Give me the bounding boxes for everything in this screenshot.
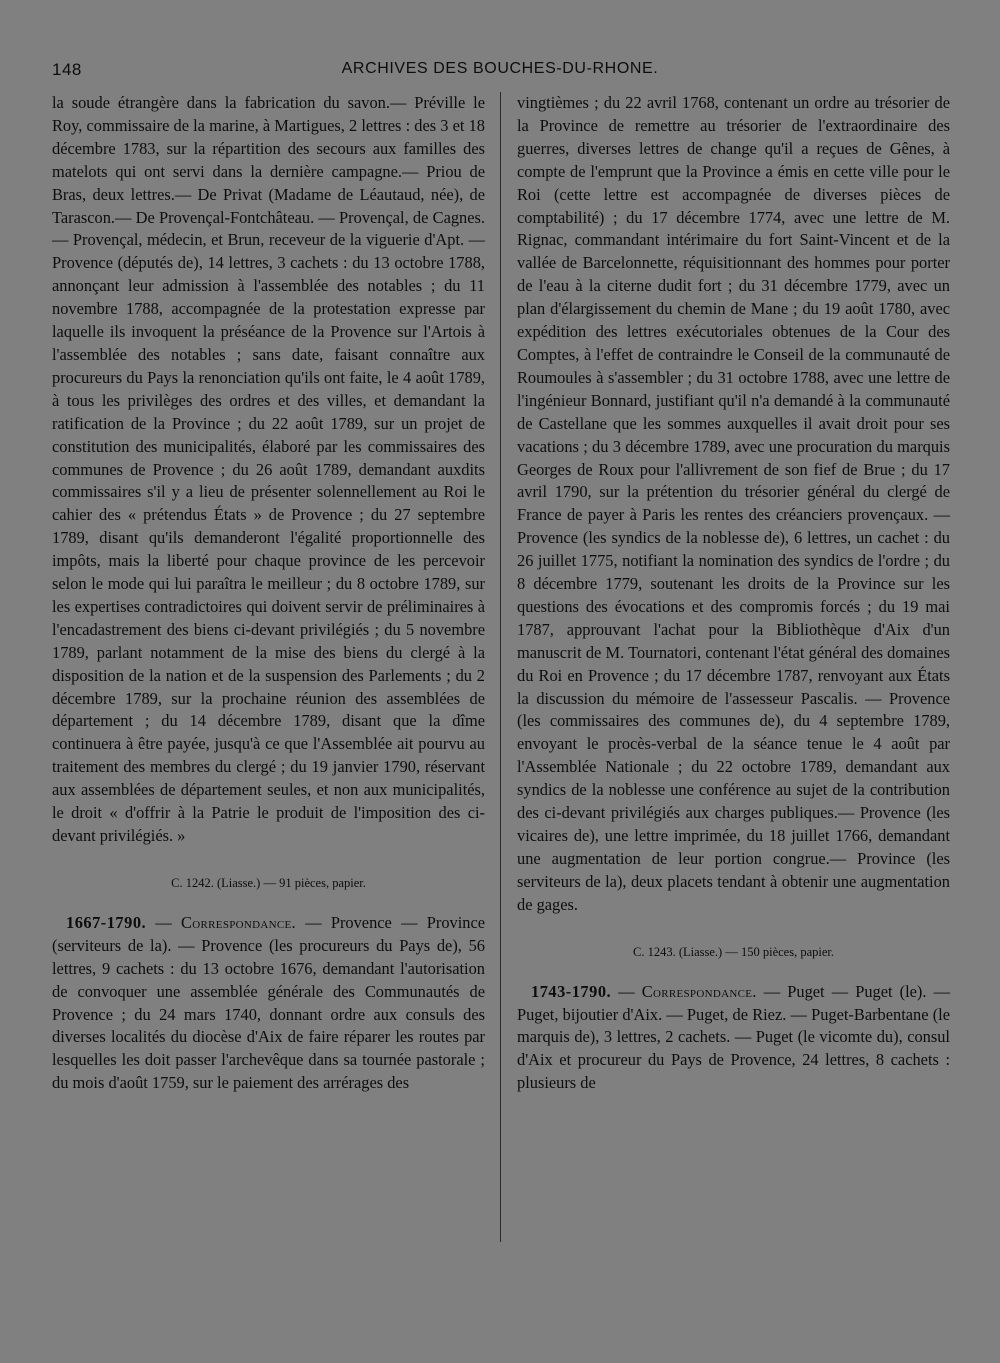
- entry-separator: —: [146, 912, 182, 932]
- lot-heading-c1242: C. 1242. (Liasse.) — 91 pièces, papier.: [171, 875, 366, 890]
- left-column: [52, 92, 485, 1095]
- page-number: 148: [52, 60, 82, 79]
- entry-c1242: [52, 912, 485, 1095]
- continuation-text-left: la soude étrangère dans la fabrication du savon.— Préville le Roy, commissaire de la marine, à Martigues, 2 lettres : des 3 et 18 décembre 1783, sur la répartition des secours aux familles des matelots qui ont servi dans la dernière campagne.— Priou de Bras, deux lettres.— De Privat (Madame de Léautaud, née), de Tarascon.— De Provençal-Fontchâteau. — Provençal, de Cagnes. — Provençal, médecin, et Brun, receveur de la viguerie d'Apt. — Provence (députés de), 14 lettres, 3 cachets : du 13 octobre 1788, annonçant leur admission à l'assemblée des notables ; du 11 novembre 1788, accompagnée de la protestation expresse par laquelle ils invoquent la préséance de la Provence sur l'Artois à l'assemblée des notables ; sans date, faisant connaître aux procureurs du Pays la renonciation qu'ils ont faite, le 4 août 1789, à tous les privilèges des ordres et des villes, et demandant la ratification de la Province ; du 22 août 1789, sur un projet de constitution des municipalités, élaboré par les commissaires des communes de Provence ; du 26 août 1789, demandant auxdits commissaires s'il y a lieu de présenter solennellement au Roi le cahier des « prétendus États » de Provence ; du 27 septembre 1789, disant qu'ils demanderont l'égalité proportionnelle des impôts, mais la liberté pour chaque province de les percevoir selon le mode qui lui paraîtra le meilleur ; du 8 octobre 1789, sur les expertises contradictoires qui doivent servir de préliminaires à l'encadastrement des biens ci-devant privilégiés ; du 5 novembre 1789, parlant notamment de la mise des biens du clergé à la disposition de la nation et de la suspension des Parlements ; du 2 décembre 1789, sur la prochaine réunion des assemblées de département ; du 14 décembre 1789, disant que la dîme continuera à être payée, jusqu'à ce que l'Assemblée ait pourvu au traitement des membres du clergé ; du 19 janvier 1790, réservant aux assemblées de département seules, et non aux municipalités, le droit « d'offrir à la Patrie le produit de l'imposition des ci-devant privilégiés. »: [52, 93, 485, 845]
- right-column: [517, 92, 950, 1095]
- continuation-text-right: vingtièmes ; du 22 avril 1768, contenant un ordre au trésorier de la Province de remettre au trésorier de l'extraordinaire des guerres, diverses lettres de change qu'il a reçues de Gênes, à compte de l'emprunt que la Province a émis en cette ville pour le Roi (cette lettre est accompagnée de diverses pièces de comptabilité) ; du 17 décembre 1774, avec une lettre de M. Rignac, commandant intérimaire du fort Saint-Vincent et de la vallée de Barcelonnette, réquisitionnant des hommes pour porter de l'eau à la citerne dudit fort ; du 31 décembre 1779, avec un plan d'élargissement du chemin de Mane ; du 19 août 1780, avec expédition des lettres exécutoriales obtenues de la Cour des Comptes, à l'effet de contraindre le Conseil de la communauté de Roumoules à s'assembler ; du 31 octobre 1788, avec une lettre de l'ingénieur Bonnard, justifiant qu'il n'a demandé à la communauté de Castellane que les sommes auxquelles il avait droit pour ses vacations ; du 3 décembre 1789, avec une procuration du marquis Georges de Roux pour l'allivrement de son fief de Brue ; du 17 avril 1790, sur la prétention du trésorier général du clergé de France de payer à Paris les rentes des créanciers provençaux. — Provence (les syndics de la noblesse de), 6 lettres, un cachet : du 26 juillet 1775, notifiant la nomination des syndics de l'ordre ; du 8 décembre 1779, soutenant les droits de la Province sur les questions des évocations et des compromis forcés ; du 19 mai 1787, approuvant l'achat pour la Bibliothèque d'Aix d'un manuscrit de M. Tournatori, contenant l'état général des domaines du Roi en Provence ; du 17 décembre 1787, renvoyant aux États la discussion du mémoire de l'assesseur Pascalis. — Provence (les commissaires des communes de), du 4 septembre 1789, envoyant le procès-verbal de la séance tenue le 4 août par l'Assemblée Nationale ; du 22 octobre 1789, demandant aux syndics de la noblesse une conférence au sujet de la contribution des ci-devant privilégiés aux charges publiques.— Provence (les vicaires de), une lettre imprimée, du 18 juillet 1766, demandant une augmentation de leur portion congrue.— Province (les serviteurs de la), deux placets tendant à obtenir une augmentation de gages.: [517, 93, 950, 914]
- entry-heading: Correspondance.: [181, 912, 296, 932]
- entry-dates: 1743-1790.: [531, 981, 612, 1001]
- running-head: [52, 60, 948, 88]
- entry-separator: —: [611, 981, 642, 1001]
- lot-heading-c1243: C. 1243. (Liasse.) — 150 pièces, papier.: [633, 944, 834, 959]
- column-divider: [500, 92, 501, 1242]
- entry-dates: 1667-1790.: [66, 912, 147, 932]
- entry-text: — Provence — Province (serviteurs de la). — Provence (les procureurs du Pays de), 56 lettres, 9 cachets : du 13 octobre 1676, demandant l'autorisation de convoquer une assemblée générale des Communautés de Provence ; du 24 mars 1740, donnant ordre aux consuls des diverses localités du diocèse d'Aix de faire réparer les routes par lesquelles les doit passer l'archevêque dans sa tournée pastorale ; du mois d'août 1759, sur le paiement des arrérages des: [52, 912, 486, 1093]
- entry-c1243: [517, 981, 950, 1096]
- entry-heading: Correspondance.: [641, 981, 757, 1001]
- running-title: ARCHIVES DES BOUCHES-DU-RHONE.: [341, 60, 659, 77]
- entry-text: — Puget — Puget (le). — Puget, bijoutier d'Aix. — Puget, de Riez. — Puget-Barbentane (le marquis de), 3 lettres, 2 cachets. — Puget (le vicomte du), consul d'Aix et procureur du Pays de Provence, 24 lettres, 8 cachets : plusieurs de: [517, 981, 950, 1093]
